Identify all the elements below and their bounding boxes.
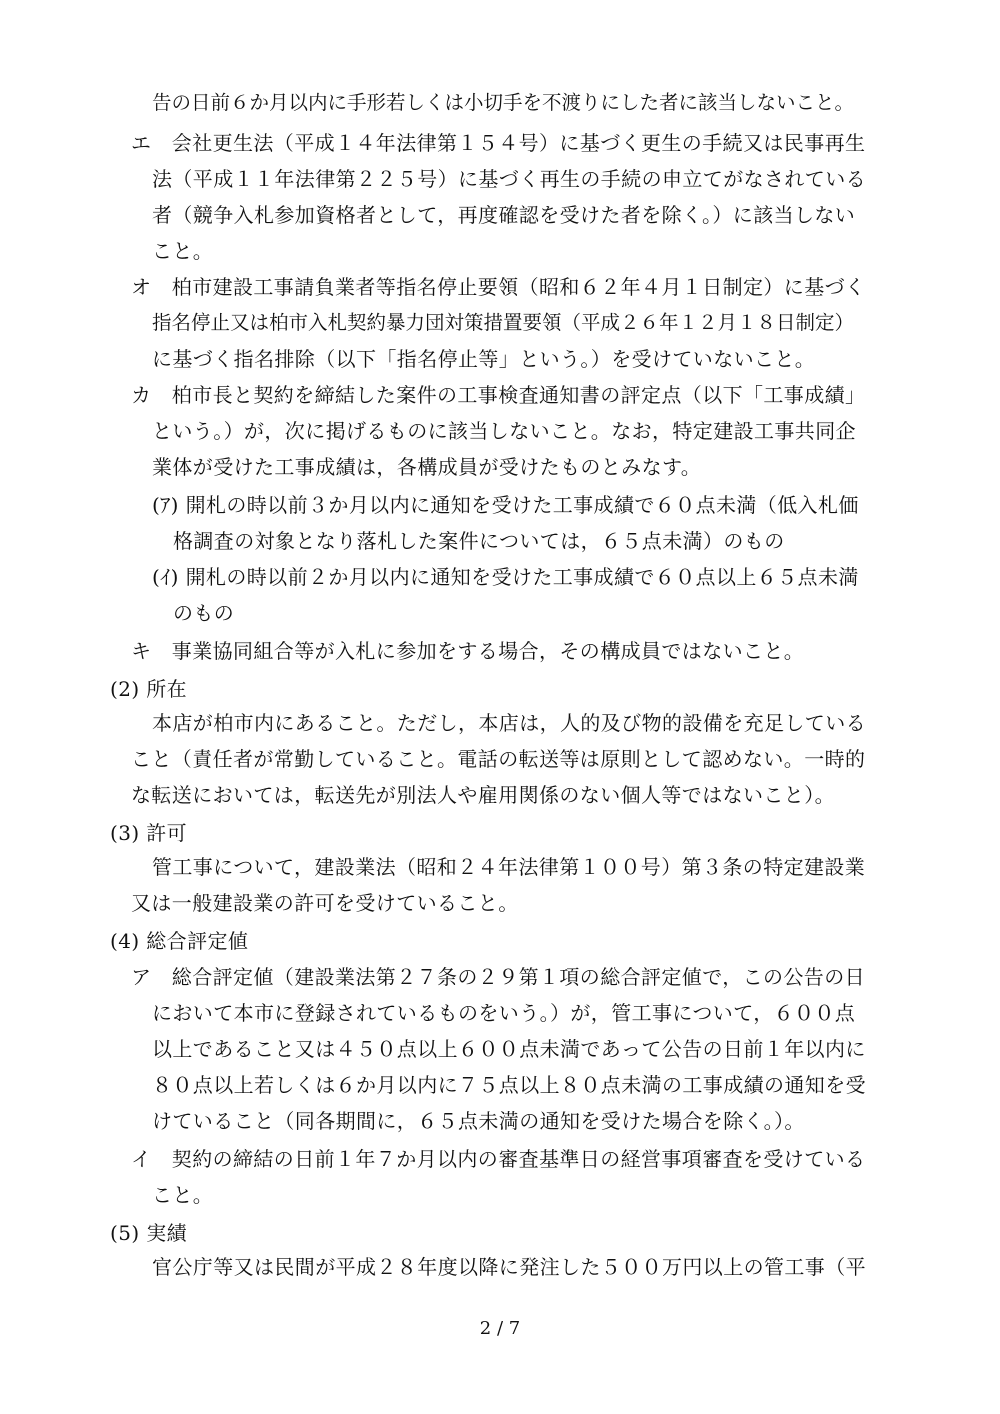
- text-line: こと（責任者が常勤していること。電話の転送等は原則として認めない。一時的: [131, 747, 866, 771]
- text-line: において本市に登録されているものをいう。）が，管工事について，６００点: [152, 1001, 856, 1025]
- text-line: ８０点以上若しくは６か月以内に７５点以上８０点未満の工事成績の通知を受: [152, 1073, 866, 1097]
- text-line: カ 柏市長と契約を締結した案件の工事検査通知書の評定点（以下「工事成績」: [131, 383, 866, 407]
- text-line: 指名停止又は柏市入札契約暴力団対策措置要領（平成２６年１２月１８日制定）: [152, 311, 855, 334]
- text-line: エ 会社更生法（平成１４年法律第１５４号）に基づく更生の手続又は民事再生: [131, 131, 866, 155]
- text-line: 官公庁等又は民間が平成２８年度以降に発注した５００万円以上の管工事（平: [152, 1255, 866, 1279]
- text-line: 管工事について，建設業法（昭和２４年法律第１００号）第３条の特定建設業: [152, 855, 866, 879]
- text-line: のもの: [173, 601, 235, 625]
- text-line: 者（競争入札参加資格者として，再度確認を受けた者を除く。）に該当しない: [152, 203, 856, 227]
- section-heading: (4) 総合評定値: [110, 929, 249, 953]
- text-line: 本店が柏市内にあること。ただし，本店は，人的及び物的設備を充足している: [152, 711, 866, 735]
- text-line: オ 柏市建設工事請負業者等指名停止要領（昭和６２年４月１日制定）に基づく: [131, 275, 866, 299]
- text-line: 以上であること又は４５０点以上６００点未満であって公告の日前１年以内に: [152, 1037, 866, 1061]
- text-line: ア 総合評定値（建設業法第２７条の２９第１項の総合評定値で，この公告の日: [131, 965, 865, 989]
- text-line: (ｱ) 開札の時以前３か月以内に通知を受けた工事成績で６０点未満（低入札価: [152, 493, 859, 517]
- text-line: けていること（同各期間に，６５点未満の通知を受けた場合を除く。）。: [152, 1109, 805, 1133]
- text-line: に基づく指名排除（以下「指名停止等」という。）を受けていないこと。: [152, 347, 816, 371]
- text-line: な転送においては，転送先が別法人や雇用関係のない個人等ではないこと）。: [131, 783, 835, 807]
- text-line: という。）が，次に掲げるものに該当しないこと。なお，特定建設工事共同企: [152, 419, 856, 443]
- text-line: 業体が受けた工事成績は，各構成員が受けたものとみなす。: [152, 455, 702, 479]
- text-line: 告の日前６か月以内に手形若しくは小切手を不渡りにした者に該当しないこと。: [152, 91, 855, 114]
- page-number: 2 / 7: [479, 1318, 521, 1339]
- section-heading: (5) 実績: [110, 1221, 188, 1245]
- text-line: キ 事業協同組合等が入札に参加をする場合，その構成員ではないこと。: [131, 639, 805, 663]
- section-heading: (3) 許可: [110, 821, 188, 845]
- text-line: イ 契約の締結の日前１年７か月以内の審査基準日の経営事項審査を受けている: [131, 1147, 866, 1171]
- text-line: こと。: [152, 1183, 214, 1207]
- text-line: 格調査の対象となり落札した案件については，６５点未満）のもの: [173, 529, 785, 553]
- text-line: 又は一般建設業の許可を受けていること。: [131, 891, 519, 915]
- section-heading: (2) 所在: [110, 677, 188, 701]
- text-line: (ｲ) 開札の時以前２か月以内に通知を受けた工事成績で６０点以上６５点未満: [152, 565, 859, 589]
- text-line: こと。: [152, 239, 214, 263]
- text-line: 法（平成１１年法律第２２５号）に基づく再生の手続の申立てがなされている: [152, 167, 866, 191]
